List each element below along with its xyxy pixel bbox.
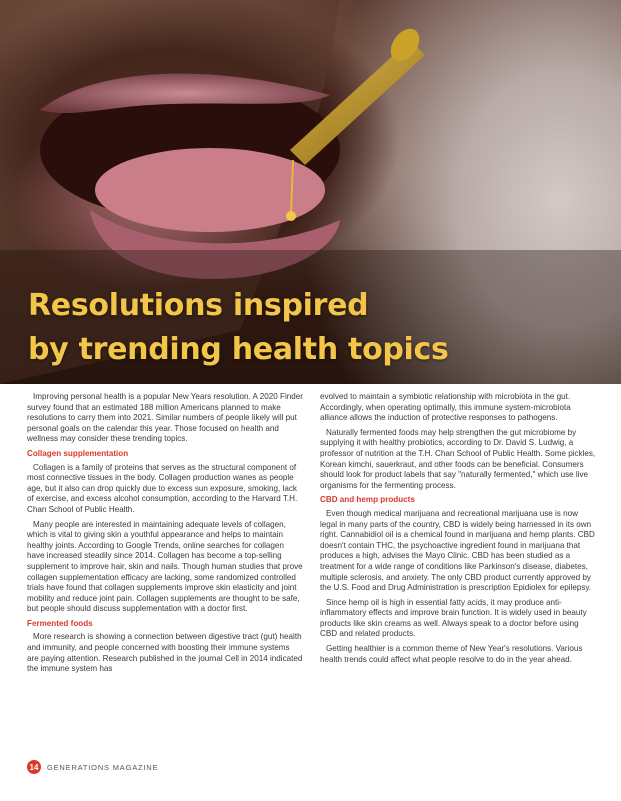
closing-paragraph: Getting healthier is a common theme of New Year's resolutions. Various health trends could affect what people resolve to do in the year ahead. [320, 644, 583, 664]
fermented-paragraph-1: More research is showing a connection between digestive tract (gut) health and immunity, and people concerned with boosting their immune systems are paying attention. Research published in the journal Cell in 2014 indicated the immune system has [27, 632, 303, 674]
collagen-paragraph-1: Collagen is a family of proteins that serves as the structural component of most connective tissues in the body. Collagen production wanes as people age, but it also can drop quickly due to excess sun exposure, smoking, lack of exercise, and excess alcohol consumption, according to the Harvard T.H. Chan School of Public Health. [27, 462, 298, 514]
left-column [27, 392, 303, 679]
headline-line-1: Resolutions inspired [28, 288, 369, 323]
fermented-paragraph-2: Naturally fermented foods may help strengthen the gut microbiome by supplying it with healthy probiotics, according to Dr. David S. Ludwig, a professor of nutrition at the T.H. Chan School of Public Health. Some pickles, Korean kimchi, sauerkraut, and other foods can be beneficial. Consumers should look for product labels that say "naturally fermented," which use live organisms for the fermenting process. [320, 427, 596, 490]
oil-drop [286, 211, 296, 221]
fermented-paragraph-continued: evolved to maintain a symbiotic relationship with microbiota in the gut. Accordingly, when operating optimally, this immune system-microbiota alliance allows the induction of protective responses to pathogens. [320, 392, 571, 423]
collagen-paragraph-2: Many people are interested in maintaining adequate levels of collagen, which is vital to giving skin a youthful appearance and helps to maintain healthy joints. According to Google Trends, online searches for collagen have increased steadily since 2014. Collagen has become a top-selling supplement to improve hair, skin and nails. Though human studies that prove collagen supplementation efficacy are lacking, some randomized controlled trials have found that collagen supplements improve skin elasticity and joint mobility and reduce joint pain. Collagen supplements are thought to be safe, but people should discuss supplementation with a doctor first. [27, 519, 303, 614]
cbd-paragraph-2: Since hemp oil is high in essential fatty acids, it may produce anti-inflammatory effects and improve brain function. It is widely used in beauty products like skin creams as well. Always speak to a doctor before using CBD and related products. [320, 597, 587, 639]
page-number: 14 [27, 760, 41, 774]
headline-line-2: by trending health topics [28, 332, 449, 367]
subhead-fermented: Fermented foods [27, 618, 93, 628]
hero-photo [0, 0, 621, 384]
right-column [320, 392, 596, 669]
page-footer [27, 760, 158, 774]
cbd-paragraph-1: Even though medical marijuana and recreational marijuana use is now legal in many parts of the country, CBD is widely being harnessed in its own right. Cannabidiol oil is a chemical found in marijuana and hemp plants. CBD doesn't contain THC, the psychoactive ingredient found in marijuana that produces a high, advises the Mayo Clinic. CBD has been studied as a treatment for a wide range of conditions like Parkinson's disease, diabetes, multiple sclerosis, and anxiety. The only CBD product currently approved by the U.S. Food and Drug Administration is prescription Epidiolex for epilepsy. [320, 508, 595, 593]
intro-paragraph: Improving personal health is a popular New Years resolution. A 2020 Finder survey found that an estimated 188 million Americans planned to make resolutions to carry them into 2021. Similar numbers of people likely will put personal goals on the calendar this year. Those focused on health and wellness may consider these trending topics. [27, 392, 303, 444]
headline [28, 284, 449, 372]
subhead-cbd: CBD and hemp products [320, 495, 415, 505]
magazine-name: GENERATIONS MAGAZINE [47, 762, 159, 772]
subhead-collagen: Collagen supplementation [27, 448, 129, 458]
